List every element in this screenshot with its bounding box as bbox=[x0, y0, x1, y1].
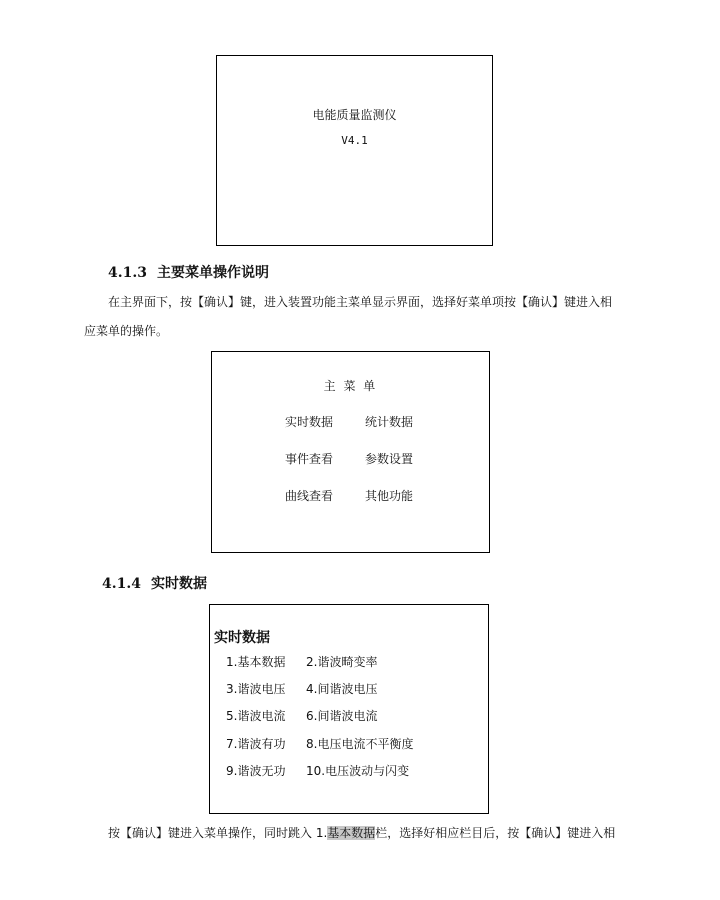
realtime-item-2: 2.谐波畸变率 bbox=[306, 655, 378, 669]
section-heading-main-menu bbox=[108, 262, 269, 282]
bottom-paragraph-suffix: 栏，选择好相应栏目后，按【确认】键进入相 bbox=[375, 826, 616, 840]
menu-item-parameter-settings: 参数设置 bbox=[365, 452, 414, 466]
section-title: 实时数据 bbox=[150, 576, 207, 592]
main-menu-paragraph-line-2: 应菜单的操作。 bbox=[84, 324, 169, 338]
bottom-paragraph-prefix: 按【确认】键进入菜单操作，同时跳入 1. bbox=[108, 826, 328, 840]
menu-item-curve-view: 曲线查看 bbox=[285, 489, 334, 503]
main-menu-screen-figure bbox=[211, 351, 490, 553]
section-heading-realtime bbox=[102, 573, 207, 593]
realtime-data-screen-figure bbox=[209, 604, 489, 814]
section-number: 4.1.3 bbox=[108, 265, 147, 281]
realtime-item-8: 8.电压电流不平衡度 bbox=[306, 737, 414, 751]
main-menu-title: 主 菜 单 bbox=[323, 379, 378, 393]
realtime-item-10: 10.电压波动与闪变 bbox=[306, 764, 410, 778]
device-title: 电能质量监测仪 bbox=[312, 108, 397, 122]
splash-screen-figure bbox=[216, 55, 493, 246]
realtime-item-9: 9.谐波无功 bbox=[226, 764, 286, 778]
realtime-item-6: 6.间谐波电流 bbox=[306, 709, 378, 723]
realtime-item-1: 1.基本数据 bbox=[226, 655, 286, 669]
menu-item-other-functions: 其他功能 bbox=[365, 489, 414, 503]
realtime-screen-title: 实时数据 bbox=[214, 630, 270, 646]
section-number: 4.1.4 bbox=[102, 576, 141, 592]
menu-item-realtime-data: 实时数据 bbox=[285, 415, 334, 429]
realtime-item-4: 4.间谐波电压 bbox=[306, 682, 378, 696]
firmware-version: V4.1 bbox=[341, 134, 368, 147]
bottom-paragraph bbox=[108, 824, 615, 841]
menu-item-statistics-data: 统计数据 bbox=[365, 415, 414, 429]
realtime-item-3: 3.谐波电压 bbox=[226, 682, 286, 696]
realtime-item-5: 5.谐波电流 bbox=[226, 709, 286, 723]
main-menu-paragraph-line-1: 在主界面下，按【确认】键，进入装置功能主菜单显示界面，选择好菜单项按【确认】键进入相 bbox=[108, 295, 613, 309]
highlighted-text: 基本数据 bbox=[327, 826, 376, 840]
menu-item-event-view: 事件查看 bbox=[285, 452, 334, 466]
section-title: 主要菜单操作说明 bbox=[156, 265, 269, 281]
realtime-item-7: 7.谐波有功 bbox=[226, 737, 286, 751]
